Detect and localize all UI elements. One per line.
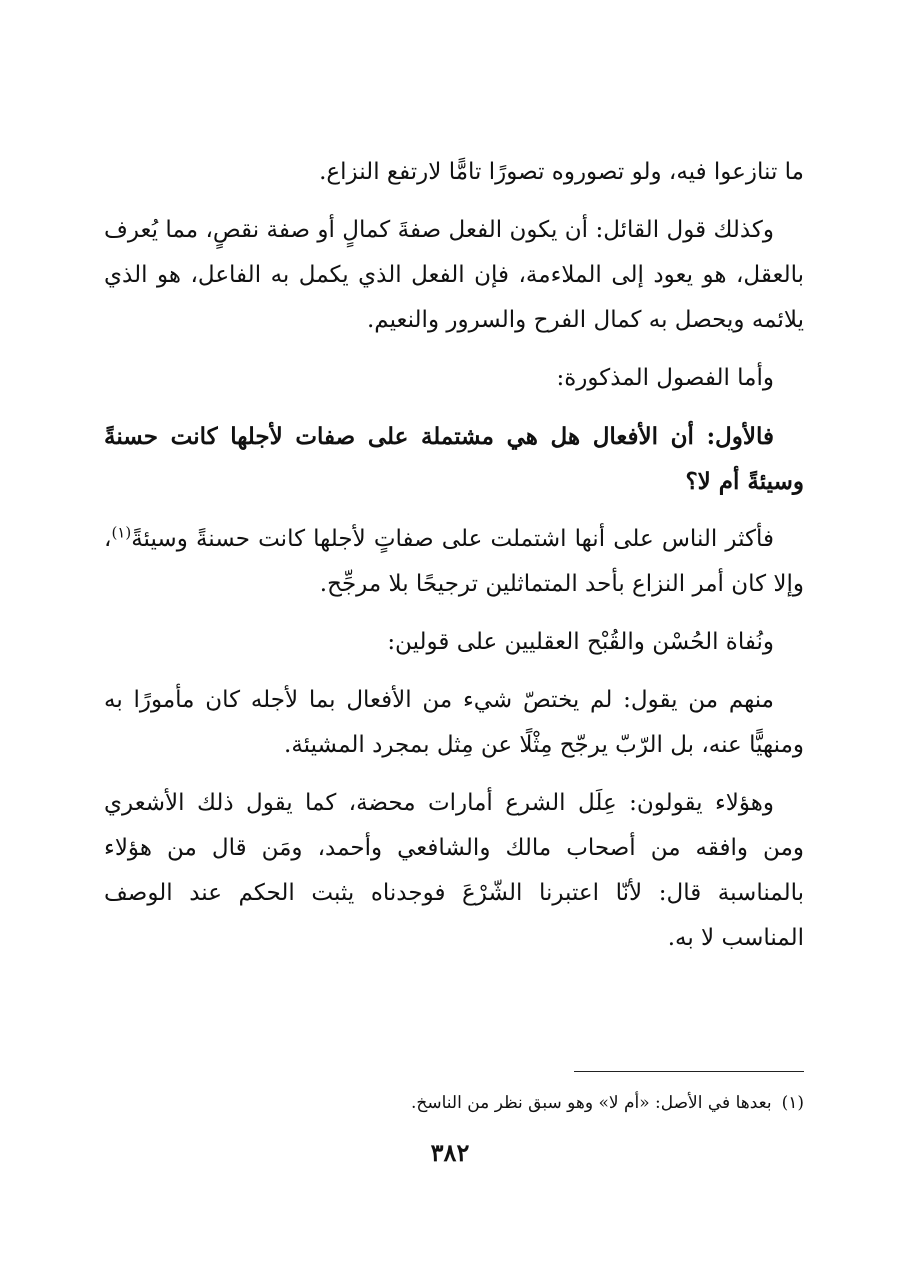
paragraph-7: منهم من يقول: لم يختصّ شيء من الأفعال بما لأجله كان مأمورًا به ومنهيًّا عنه، بل الرّبّ يرجّح مِثْلًا عن مِثل بمجرد المشيئة. [104, 687, 804, 758]
paragraph-1: ما تنازعوا فيه، ولو تصوروه تصورًا تامًّا لارتفع النزاع. [319, 159, 804, 185]
paragraph-5 [104, 517, 804, 607]
paragraph-6: ونُفاة الحُسْن والقُبْح العقليين على قولين: [387, 629, 774, 655]
page-body [104, 150, 804, 974]
page-number: ٣٨٢ [430, 1138, 470, 1167]
paragraph-2: وكذلك قول القائل: أن يكون الفعل صفةَ كمالٍ أو صفة نقصٍ، مما يُعرف بالعقل، هو يعود إلى الملاءمة، فإن الفعل الذي يكمل به الفاعل، هو الذي يلائمه ويحصل به كمال الفرح والسرور والنعيم. [104, 217, 804, 333]
footnote-text: بعدها في الأصل: «أم لا» وهو سبق نظر من الناسخ. [411, 1093, 772, 1113]
footnote-number: (١) [781, 1093, 804, 1113]
paragraph-3: وأما الفصول المذكورة: [556, 365, 774, 391]
footnote [104, 1088, 804, 1118]
footnote-divider [574, 1071, 804, 1072]
section-heading: فالأول: أن الأفعال هل هي مشتملة على صفات لأجلها كانت حسنةً وسيئةً أم لا؟ [104, 423, 804, 495]
footnote-reference[interactable]: (١) [111, 523, 132, 542]
paragraph-8: وهؤلاء يقولون: عِلَل الشرع أمارات محضة، كما يقول ذلك الأشعري ومن وافقه من أصحاب مالك والشافعي وأحمد، ومَن قال من هؤلاء بالمناسبة قال: لأنّا اعتبرنا الشّرْعَ فوجدناه يثبت الحكم عند الوصف المناسب لا به. [104, 790, 804, 951]
paragraph-5-text-end: ، وإلا كان أمر النزاع بأحد المتماثلين ترجيحًا بلا مرجِّح. [104, 526, 804, 597]
paragraph-5-text: فأكثر الناس على أنها اشتملت على صفاتٍ لأجلها كانت حسنةً وسيئةً [131, 526, 774, 552]
